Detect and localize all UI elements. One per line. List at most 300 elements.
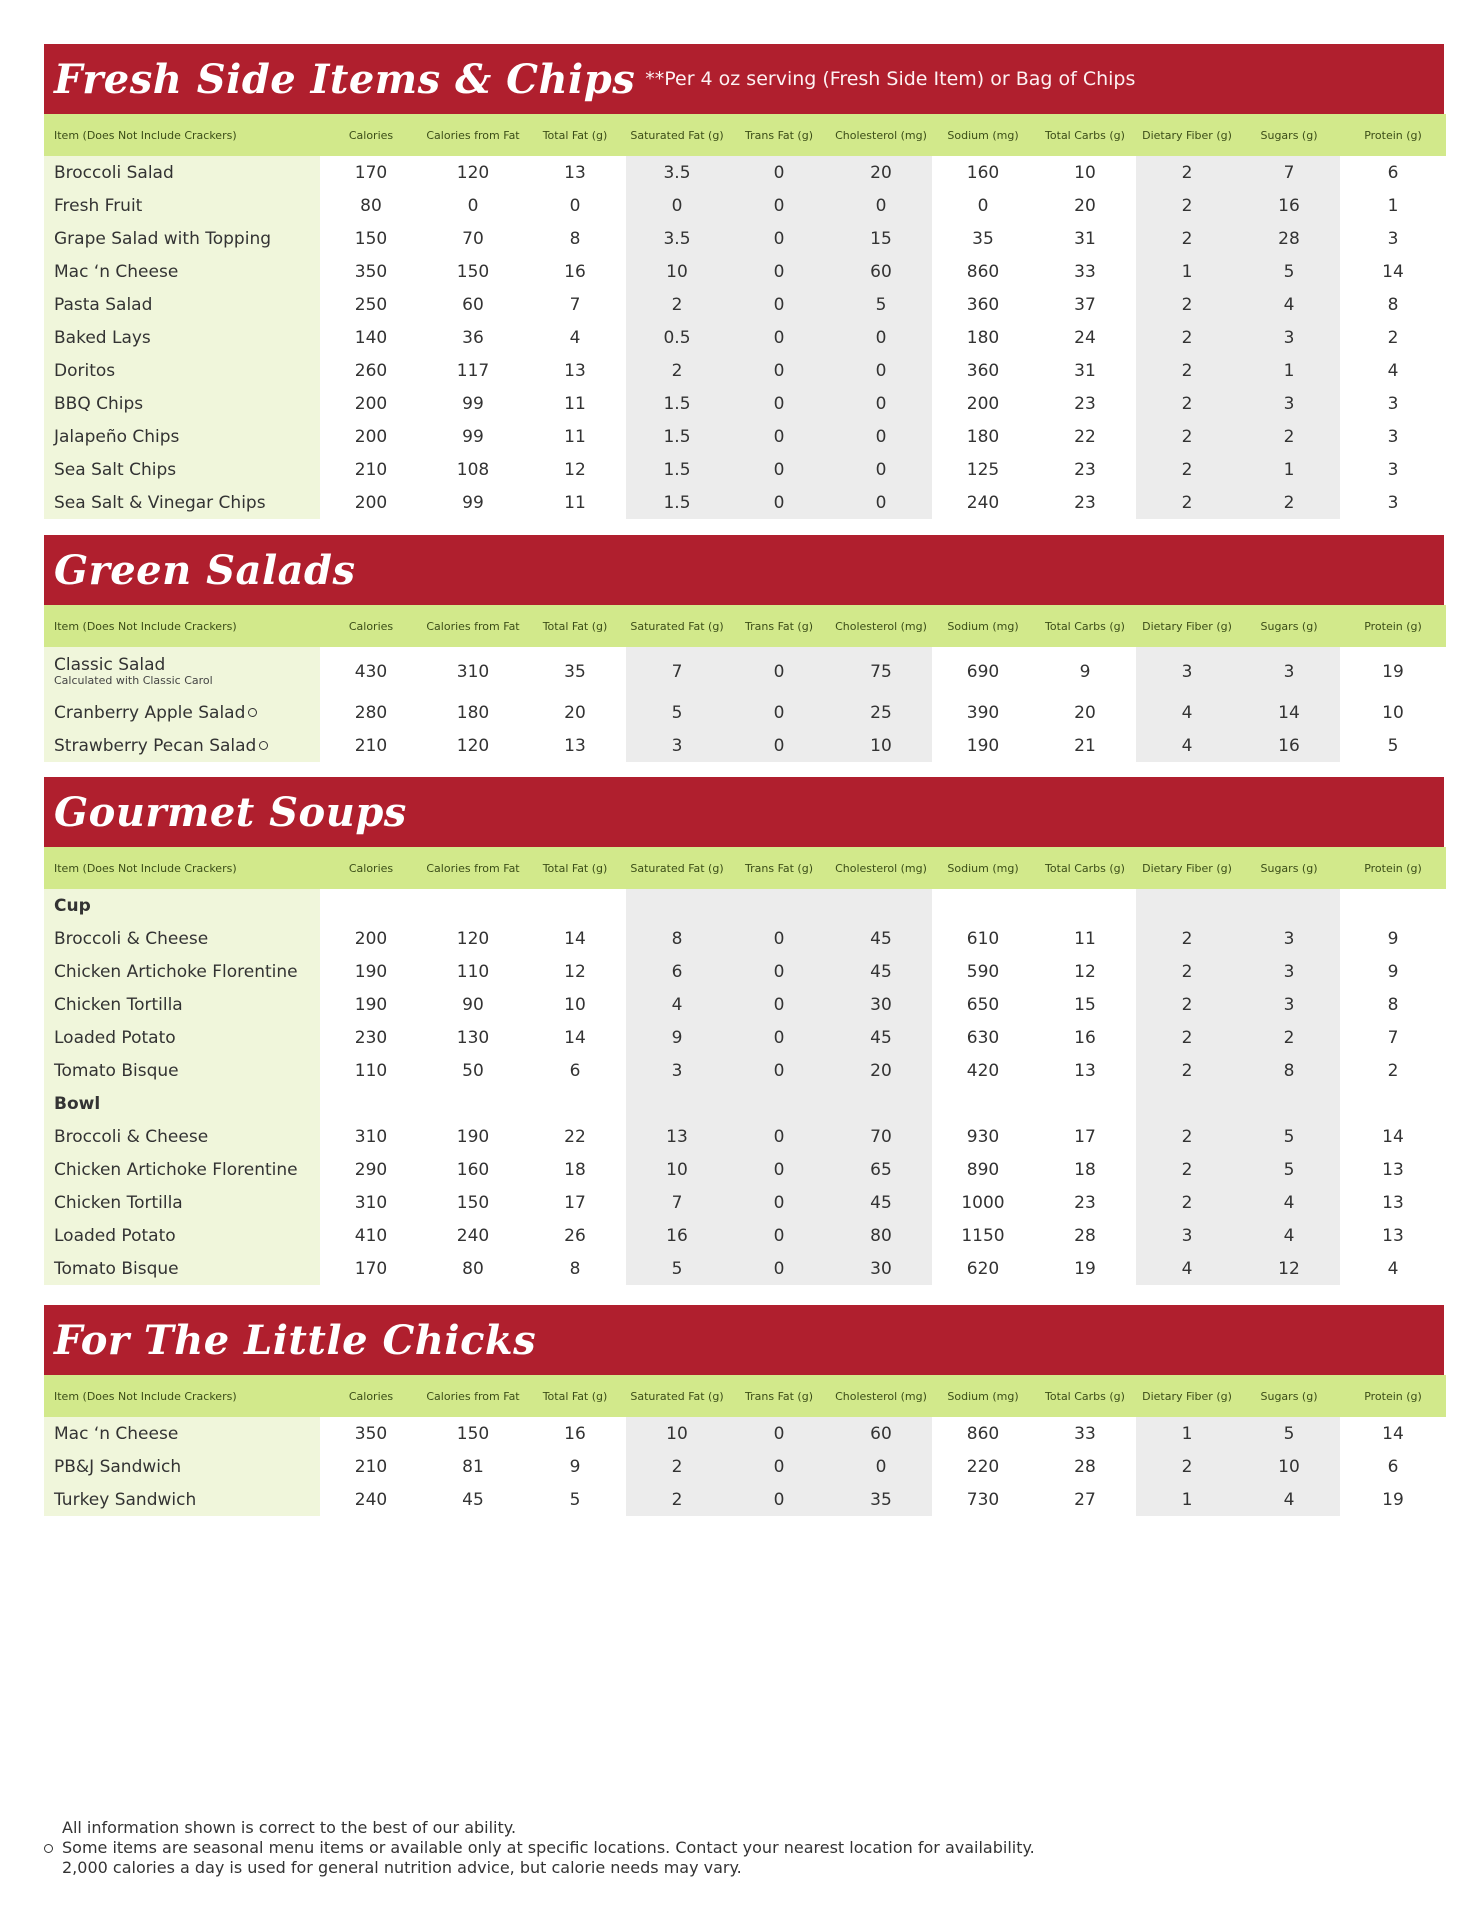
cell-protein: 9 [1387, 961, 1399, 982]
column-header-sodium: Sodium (mg) [947, 619, 1019, 633]
cell-total-fat: 6 [569, 1060, 581, 1081]
column-header-protein: Protein (g) [1364, 861, 1422, 875]
cell-cholesterol: 30 [830, 1252, 932, 1285]
column-header-item: Item (Does Not Include Crackers) [54, 1389, 237, 1403]
cell-saturated-fat: 10 [626, 255, 728, 288]
cell-saturated-fat: 2 [626, 1483, 728, 1516]
cell-sodium: 730 [966, 1489, 1000, 1510]
column-header-total-carbs: Total Carbs (g) [1045, 861, 1125, 875]
cell-dietary-fiber: 2 [1136, 988, 1238, 1021]
cell-sodium: 690 [966, 661, 1000, 682]
footer-line-accuracy: All information shown is correct to the best of our ability. [62, 1818, 517, 1837]
table-header [44, 847, 1446, 889]
cell-trans-fat: 0 [728, 922, 830, 955]
cell-calories-from-fat: 120 [456, 928, 490, 949]
column-header-sodium: Sodium (mg) [947, 1389, 1019, 1403]
cell-calories: 110 [354, 1060, 388, 1081]
cell-sugars: 5 [1238, 1120, 1340, 1153]
column-header-sodium: Sodium (mg) [947, 861, 1019, 875]
cell-sugars: 7 [1238, 156, 1340, 189]
cell-total-fat: 9 [569, 1456, 581, 1477]
table-row [44, 1252, 1446, 1285]
header-row [44, 847, 1446, 889]
column-header-calories-from-fat: Calories from Fat [426, 1389, 520, 1403]
cell-saturated-fat: 1.5 [626, 420, 728, 453]
cell-calories: 140 [354, 327, 388, 348]
column-header-saturated-fat: Saturated Fat (g) [630, 861, 724, 875]
cell-protein: 2 [1387, 327, 1399, 348]
column-header-cholesterol: Cholesterol (mg) [835, 861, 927, 875]
item-name-cell [44, 1417, 320, 1450]
cell-total-carbs: 27 [1074, 1489, 1096, 1510]
cell-calories-from-fat: 50 [462, 1060, 484, 1081]
cell-protein: 19 [1382, 661, 1404, 682]
cell-calories: 260 [354, 360, 388, 381]
cell-calories-from-fat: 60 [462, 294, 484, 315]
cell-saturated-fat: 2 [626, 354, 728, 387]
cell-calories-from-fat: 45 [462, 1489, 484, 1510]
table-header [44, 1375, 1446, 1417]
cell-sugars: 2 [1238, 420, 1340, 453]
cell-calories-from-fat: 81 [462, 1456, 484, 1477]
column-header-total-fat: Total Fat (g) [542, 619, 608, 633]
cell-protein: 14 [1382, 1126, 1404, 1147]
cell-dietary-fiber: 3 [1136, 647, 1238, 696]
cell-total-fat: 7 [569, 294, 581, 315]
cell-dietary-fiber: 2 [1136, 1186, 1238, 1219]
cell-dietary-fiber: 2 [1136, 922, 1238, 955]
item-name: Fresh Fruit [54, 195, 143, 216]
table-row [44, 1153, 1446, 1186]
cell-dietary-fiber: 2 [1136, 486, 1238, 519]
cell-sodium: 180 [966, 426, 1000, 447]
cell-saturated-fat: 1.5 [626, 453, 728, 486]
cell-calories: 200 [354, 393, 388, 414]
section-banner [44, 535, 1444, 605]
table-body [44, 647, 1446, 762]
cell-total-fat: 12 [564, 459, 586, 480]
cell-protein: 3 [1387, 492, 1399, 513]
item-name-cell [44, 321, 320, 354]
cell-total-carbs: 24 [1074, 327, 1096, 348]
table-row [44, 1054, 1446, 1087]
cell-saturated-fat: 0.5 [626, 321, 728, 354]
cell-dietary-fiber: 2 [1136, 321, 1238, 354]
cell-total-fat: 11 [564, 393, 586, 414]
cell-calories-from-fat [422, 1087, 524, 1120]
cell-protein: 6 [1387, 1456, 1399, 1477]
item-name-cell [44, 354, 320, 387]
cell-sugars: 4 [1238, 1186, 1340, 1219]
cell-dietary-fiber: 1 [1136, 255, 1238, 288]
cell-calories: 250 [354, 294, 388, 315]
cell-sugars: 14 [1238, 696, 1340, 729]
cell-dietary-fiber [1136, 1087, 1238, 1120]
cell-calories-from-fat: 150 [456, 1423, 490, 1444]
column-header-sugars: Sugars (g) [1260, 619, 1318, 633]
cell-dietary-fiber [1136, 889, 1238, 922]
cell-trans-fat: 0 [728, 288, 830, 321]
column-header-total-carbs: Total Carbs (g) [1045, 1389, 1125, 1403]
cell-calories-from-fat: 108 [456, 459, 490, 480]
seasonal-circle-icon [259, 741, 268, 750]
cell-total-fat: 0 [569, 195, 581, 216]
cell-trans-fat [728, 889, 830, 922]
cell-protein [1340, 889, 1446, 922]
item-name-cell [44, 1252, 320, 1285]
cell-cholesterol: 0 [830, 1450, 932, 1483]
cell-sodium: 1150 [961, 1225, 1005, 1246]
cell-sodium: 650 [966, 994, 1000, 1015]
cell-trans-fat: 0 [728, 1021, 830, 1054]
column-header-item: Item (Does Not Include Crackers) [54, 619, 237, 633]
header-row [44, 1375, 1446, 1417]
cell-trans-fat: 0 [728, 486, 830, 519]
cell-sugars: 12 [1238, 1252, 1340, 1285]
cell-calories: 170 [354, 1258, 388, 1279]
table-row [44, 255, 1446, 288]
cell-saturated-fat: 3 [626, 1054, 728, 1087]
column-header-total-carbs: Total Carbs (g) [1045, 619, 1125, 633]
cell-protein: 19 [1382, 1489, 1404, 1510]
column-header-cholesterol: Cholesterol (mg) [835, 619, 927, 633]
cell-total-carbs: 19 [1074, 1258, 1096, 1279]
column-header-calories-from-fat: Calories from Fat [426, 128, 520, 142]
cell-total-fat: 16 [564, 1423, 586, 1444]
cell-saturated-fat: 6 [626, 955, 728, 988]
item-name-cell [44, 486, 320, 519]
cell-total-carbs: 10 [1074, 162, 1096, 183]
cell-calories-from-fat: 120 [456, 735, 490, 756]
seasonal-circle-icon [44, 1844, 53, 1853]
cell-dietary-fiber: 2 [1136, 222, 1238, 255]
cell-trans-fat: 0 [728, 222, 830, 255]
cell-trans-fat: 0 [728, 1120, 830, 1153]
section-title: Gourmet Soups [54, 788, 407, 836]
cell-cholesterol: 45 [830, 922, 932, 955]
item-name-cell [44, 922, 320, 955]
cell-calories: 80 [360, 195, 382, 216]
cell-dietary-fiber: 2 [1136, 955, 1238, 988]
cell-protein: 5 [1387, 735, 1399, 756]
cell-sugars: 3 [1238, 387, 1340, 420]
column-header-calories: Calories [348, 619, 394, 633]
cell-total-fat [524, 889, 626, 922]
cell-cholesterol: 0 [830, 420, 932, 453]
item-name-cell [44, 255, 320, 288]
cell-calories: 190 [354, 961, 388, 982]
cell-trans-fat: 0 [728, 156, 830, 189]
cell-total-carbs: 20 [1074, 702, 1096, 723]
cell-sugars: 3 [1238, 922, 1340, 955]
cell-sodium: 860 [966, 1423, 1000, 1444]
cell-total-carbs: 23 [1074, 1192, 1096, 1213]
item-name: Broccoli Salad [54, 162, 174, 183]
cell-calories-from-fat: 310 [456, 661, 490, 682]
item-name-cell [44, 453, 320, 486]
cell-calories-from-fat: 117 [456, 360, 490, 381]
cell-trans-fat: 0 [728, 696, 830, 729]
cell-sugars: 5 [1238, 255, 1340, 288]
cell-total-fat: 20 [564, 702, 586, 723]
item-name: Classic Salad [54, 655, 166, 675]
cell-trans-fat: 0 [728, 647, 830, 696]
cell-cholesterol: 25 [830, 696, 932, 729]
cell-trans-fat: 0 [728, 1186, 830, 1219]
cell-sugars: 3 [1238, 988, 1340, 1021]
cell-total-carbs: 33 [1074, 1423, 1096, 1444]
cell-total-carbs: 31 [1074, 360, 1096, 381]
cell-dietary-fiber: 2 [1136, 420, 1238, 453]
table-row [44, 955, 1446, 988]
column-header-protein: Protein (g) [1364, 619, 1422, 633]
section-banner [44, 777, 1444, 847]
cell-protein: 8 [1387, 994, 1399, 1015]
cell-cholesterol: 0 [830, 354, 932, 387]
cell-total-carbs: 22 [1074, 426, 1096, 447]
cell-trans-fat: 0 [728, 321, 830, 354]
cell-dietary-fiber: 3 [1136, 1219, 1238, 1252]
item-name: BBQ Chips [54, 393, 144, 414]
item-name-cell [44, 729, 320, 762]
cell-total-fat: 13 [564, 360, 586, 381]
item-name-cell [44, 1219, 320, 1252]
section-title: Green Salads [54, 546, 356, 594]
item-name-cell [44, 222, 320, 255]
cell-calories-from-fat: 70 [462, 228, 484, 249]
cell-saturated-fat: 7 [626, 647, 728, 696]
table-header [44, 114, 1446, 156]
cell-calories: 200 [354, 492, 388, 513]
cell-calories-from-fat: 110 [456, 961, 490, 982]
cell-sugars: 1 [1238, 453, 1340, 486]
cell-cholesterol: 30 [830, 988, 932, 1021]
cell-dietary-fiber: 2 [1136, 288, 1238, 321]
cell-total-fat: 4 [569, 327, 581, 348]
table-row [44, 922, 1446, 955]
cell-protein: 13 [1382, 1225, 1404, 1246]
column-header-total-fat: Total Fat (g) [542, 861, 608, 875]
cell-total-carbs: 37 [1074, 294, 1096, 315]
cell-sodium: 610 [966, 928, 1000, 949]
cell-calories-from-fat: 90 [462, 994, 484, 1015]
cell-sugars: 3 [1238, 321, 1340, 354]
column-header-item: Item (Does Not Include Crackers) [54, 128, 237, 142]
cell-trans-fat: 0 [728, 1483, 830, 1516]
cell-cholesterol: 0 [830, 189, 932, 222]
table-row [44, 696, 1446, 729]
table-row [44, 156, 1446, 189]
cell-calories-from-fat: 80 [462, 1258, 484, 1279]
cell-calories: 210 [354, 459, 388, 480]
cell-sugars: 16 [1238, 189, 1340, 222]
table-row [44, 729, 1446, 762]
column-header-trans-fat: Trans Fat (g) [745, 861, 813, 875]
column-header-calories: Calories [348, 1389, 394, 1403]
cell-protein: 13 [1382, 1159, 1404, 1180]
cell-trans-fat: 0 [728, 1417, 830, 1450]
cell-protein: 10 [1382, 702, 1404, 723]
cell-protein: 6 [1387, 162, 1399, 183]
cell-saturated-fat: 3.5 [626, 156, 728, 189]
cell-dietary-fiber: 1 [1136, 1417, 1238, 1450]
item-name-cell [44, 696, 320, 729]
item-name-cell [44, 988, 320, 1021]
column-header-total-carbs: Total Carbs (g) [1045, 128, 1125, 142]
section-title: Fresh Side Items & Chips [54, 55, 636, 103]
column-header-saturated-fat: Saturated Fat (g) [630, 128, 724, 142]
cell-protein: 1 [1387, 195, 1399, 216]
cell-protein: 4 [1387, 360, 1399, 381]
cell-sodium: 190 [966, 735, 1000, 756]
cell-calories: 430 [354, 661, 388, 682]
cell-total-fat: 14 [564, 1027, 586, 1048]
cell-total-carbs: 31 [1074, 228, 1096, 249]
group-row [44, 1087, 1446, 1120]
section-banner [44, 1305, 1444, 1375]
cell-sugars: 4 [1238, 1219, 1340, 1252]
cell-saturated-fat: 2 [626, 288, 728, 321]
column-header-item: Item (Does Not Include Crackers) [54, 861, 237, 875]
cell-total-carbs: 13 [1074, 1060, 1096, 1081]
cell-total-fat: 14 [564, 928, 586, 949]
cell-cholesterol: 15 [830, 222, 932, 255]
cell-cholesterol: 0 [830, 321, 932, 354]
item-name: PB&J Sandwich [54, 1456, 182, 1477]
table-row [44, 387, 1446, 420]
cell-cholesterol: 0 [830, 387, 932, 420]
table-row [44, 321, 1446, 354]
table-body [44, 1417, 1446, 1516]
footer-line-seasonal [44, 1838, 1444, 1858]
item-name: Sea Salt & Vinegar Chips [54, 492, 266, 513]
cell-calories: 230 [354, 1027, 388, 1048]
cell-calories: 150 [354, 228, 388, 249]
table-row [44, 222, 1446, 255]
cell-trans-fat: 0 [728, 729, 830, 762]
table-row [44, 453, 1446, 486]
cell-total-carbs: 21 [1074, 735, 1096, 756]
table-row [44, 1186, 1446, 1219]
cell-saturated-fat: 1.5 [626, 387, 728, 420]
cell-protein: 3 [1387, 393, 1399, 414]
table-row [44, 988, 1446, 1021]
cell-total-carbs: 23 [1074, 459, 1096, 480]
item-name: Pasta Salad [54, 294, 153, 315]
header-row [44, 605, 1446, 647]
cell-calories: 410 [354, 1225, 388, 1246]
cell-total-fat: 17 [564, 1192, 586, 1213]
cell-dietary-fiber: 2 [1136, 1120, 1238, 1153]
cell-protein: 3 [1387, 426, 1399, 447]
column-header-sugars: Sugars (g) [1260, 1389, 1318, 1403]
cell-saturated-fat: 9 [626, 1021, 728, 1054]
cell-calories: 170 [354, 162, 388, 183]
item-name: Mac ‘n Cheese [54, 1423, 179, 1444]
column-header-cholesterol: Cholesterol (mg) [835, 1389, 927, 1403]
cell-sodium: 1000 [961, 1192, 1005, 1213]
cell-calories-from-fat: 99 [462, 492, 484, 513]
item-name-cell [44, 1483, 320, 1516]
cell-calories-from-fat: 36 [462, 327, 484, 348]
cell-sugars: 4 [1238, 1483, 1340, 1516]
cell-protein: 4 [1387, 1258, 1399, 1279]
cell-total-carbs: 28 [1074, 1225, 1096, 1246]
column-header-cholesterol: Cholesterol (mg) [835, 128, 927, 142]
cell-saturated-fat: 10 [626, 1153, 728, 1186]
item-note: Calculated with Classic Carol [54, 674, 213, 687]
cell-protein: 9 [1387, 928, 1399, 949]
cell-cholesterol: 45 [830, 1186, 932, 1219]
cell-total-fat: 16 [564, 261, 586, 282]
cell-cholesterol: 20 [830, 1054, 932, 1087]
cell-sodium: 180 [966, 327, 1000, 348]
cell-dietary-fiber: 2 [1136, 1054, 1238, 1087]
table-row [44, 288, 1446, 321]
cell-saturated-fat: 8 [626, 922, 728, 955]
cell-dietary-fiber: 2 [1136, 453, 1238, 486]
cell-protein: 2 [1387, 1060, 1399, 1081]
cell-protein: 7 [1387, 1027, 1399, 1048]
cell-dietary-fiber: 2 [1136, 1450, 1238, 1483]
table-row [44, 1483, 1446, 1516]
cell-total-carbs [1034, 889, 1136, 922]
table-body [44, 156, 1446, 519]
cell-sugars: 10 [1238, 1450, 1340, 1483]
section-banner [44, 44, 1444, 114]
cell-protein: 8 [1387, 294, 1399, 315]
cell-cholesterol: 75 [830, 647, 932, 696]
cell-saturated-fat: 10 [626, 1417, 728, 1450]
cell-sugars: 4 [1238, 288, 1340, 321]
cell-trans-fat: 0 [728, 354, 830, 387]
item-name: Grape Salad with Topping [54, 228, 272, 249]
cell-total-fat: 8 [569, 1258, 581, 1279]
cell-dietary-fiber: 2 [1136, 1021, 1238, 1054]
cell-saturated-fat: 3 [626, 729, 728, 762]
column-header-calories-from-fat: Calories from Fat [426, 861, 520, 875]
cell-sugars: 8 [1238, 1054, 1340, 1087]
group-row [44, 889, 1446, 922]
cell-calories-from-fat: 120 [456, 162, 490, 183]
item-name: Jalapeño Chips [54, 426, 180, 447]
footer-line-calories: 2,000 calories a day is used for general nutrition advice, but calorie needs may vary. [62, 1858, 742, 1877]
item-name: Doritos [54, 360, 116, 381]
cell-calories: 210 [354, 1456, 388, 1477]
cell-dietary-fiber: 2 [1136, 1153, 1238, 1186]
cell-dietary-fiber: 4 [1136, 696, 1238, 729]
item-name-cell [44, 387, 320, 420]
table-row [44, 189, 1446, 222]
column-header-sugars: Sugars (g) [1260, 861, 1318, 875]
cell-calories: 350 [354, 261, 388, 282]
cell-cholesterol: 5 [830, 288, 932, 321]
item-name: Tomato Bisque [54, 1060, 179, 1081]
cell-trans-fat: 0 [728, 453, 830, 486]
cell-cholesterol: 0 [830, 453, 932, 486]
item-name-cell [44, 1120, 320, 1153]
item-name: Baked Lays [54, 327, 151, 348]
cell-trans-fat [728, 1087, 830, 1120]
cell-total-carbs: 33 [1074, 261, 1096, 282]
cell-cholesterol: 45 [830, 955, 932, 988]
cell-calories-from-fat: 150 [456, 1192, 490, 1213]
section-subtitle: **Per 4 oz serving (Fresh Side Item) or Bag of Chips [645, 68, 1136, 90]
cell-total-carbs: 23 [1074, 492, 1096, 513]
cell-total-carbs: 18 [1074, 1159, 1096, 1180]
cell-total-carbs: 17 [1074, 1126, 1096, 1147]
cell-total-carbs: 16 [1074, 1027, 1096, 1048]
